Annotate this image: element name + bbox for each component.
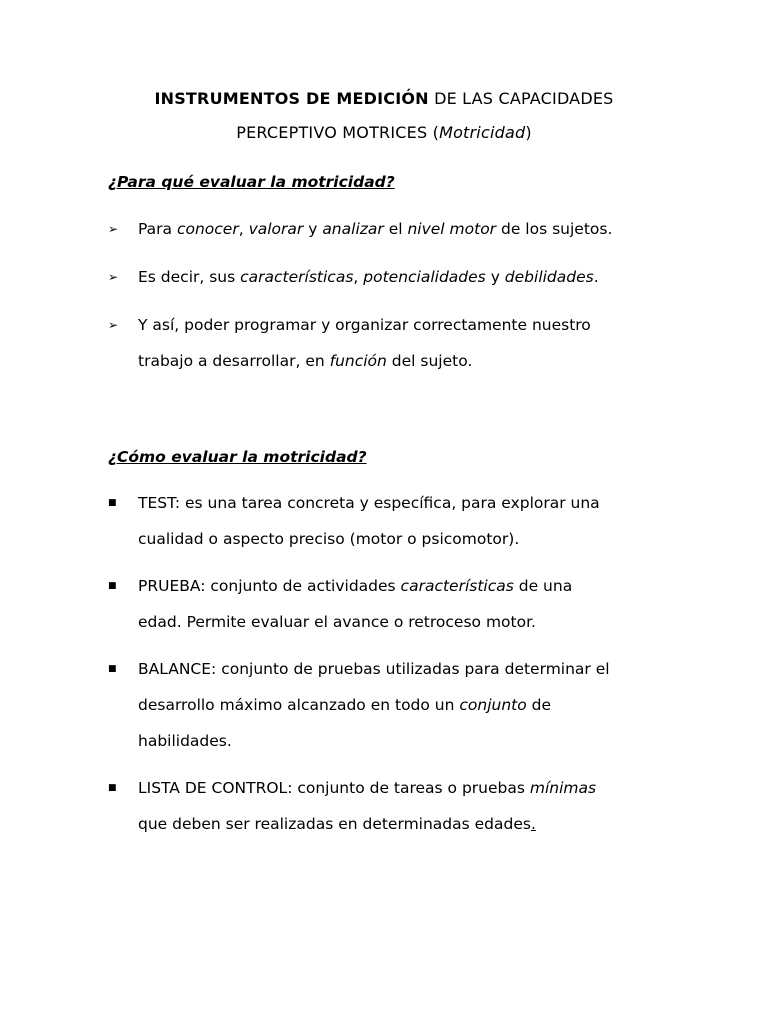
text-run: ,: [353, 268, 364, 286]
text-run: trabajo a desarrollar, en: [138, 352, 330, 370]
square-bullet-icon: ■: [108, 581, 117, 591]
title-rest: DE LAS CAPACIDADES: [428, 89, 614, 108]
arrow-bullet-icon: ➢: [108, 318, 119, 332]
document-title-line-1: [0, 89, 768, 108]
list-item-text-line-2: edad. Permite evaluar el avance o retroceso motor.: [138, 613, 536, 631]
list-item-text-line-1: TEST: es una tarea concreta y específica, para explorar una: [138, 494, 600, 512]
list-item-text: [138, 220, 612, 238]
underlined-run: .: [530, 815, 536, 833]
italic-run: valorar: [248, 220, 304, 238]
list-item-text-line-2: [138, 696, 551, 714]
text-run: Para: [138, 220, 177, 238]
title2-italic: Motricidad: [439, 123, 526, 142]
list-item-text-line-2: [138, 815, 536, 833]
text-run: .: [593, 268, 599, 286]
list-item-text-line-1: [138, 779, 596, 797]
section-heading-how: ¿Cómo evaluar la motricidad?: [108, 448, 367, 466]
document-title-line-2: [0, 123, 768, 142]
text-run: de: [526, 696, 552, 714]
italic-run: analizar: [322, 220, 384, 238]
list-item-text-line-1: Y así, poder programar y organizar correctamente nuestro: [138, 316, 591, 334]
arrow-bullet-icon: ➢: [108, 270, 119, 284]
text-run: de una: [513, 577, 573, 595]
italic-run: conjunto: [459, 696, 527, 714]
italic-run: nivel motor: [407, 220, 497, 238]
text-run: desarrollo máximo alcanzado en todo un: [138, 696, 460, 714]
arrow-bullet-icon: ➢: [108, 222, 119, 236]
title2-part-a: PERCEPTIVO MOTRICES (: [236, 123, 440, 142]
text-run: LISTA DE CONTROL: conjunto de tareas o pruebas: [138, 779, 530, 797]
list-item-text-line-1: [138, 577, 572, 595]
text-run: Es decir, sus: [138, 268, 241, 286]
italic-run: características: [400, 577, 514, 595]
text-run: y: [303, 220, 323, 238]
list-item-text: [138, 268, 599, 286]
title2-part-b: ): [525, 123, 532, 142]
section-heading-why: ¿Para qué evaluar la motricidad?: [108, 173, 395, 191]
list-item-text-line-3: habilidades.: [138, 732, 232, 750]
italic-run: debilidades: [504, 268, 594, 286]
text-run: que deben ser realizadas en determinadas edades: [138, 815, 531, 833]
italic-run: función: [329, 352, 387, 370]
text-run: ,: [238, 220, 249, 238]
list-item-text-line-2: [138, 352, 472, 370]
text-run: y: [485, 268, 505, 286]
square-bullet-icon: ■: [108, 498, 117, 508]
square-bullet-icon: ■: [108, 783, 117, 793]
italic-run: conocer: [176, 220, 239, 238]
italic-run: mínimas: [529, 779, 597, 797]
title-bold-part: INSTRUMENTOS DE MEDICIÓN: [154, 89, 429, 108]
text-run: de los sujetos.: [496, 220, 613, 238]
italic-run: características: [240, 268, 354, 286]
text-run: del sujeto.: [386, 352, 473, 370]
list-item-text-line-1: BALANCE: conjunto de pruebas utilizadas para determinar el: [138, 660, 610, 678]
text-run: PRUEBA: conjunto de actividades: [138, 577, 401, 595]
square-bullet-icon: ■: [108, 664, 117, 674]
italic-run: potencialidades: [363, 268, 486, 286]
text-run: el: [383, 220, 408, 238]
list-item-text-line-2: cualidad o aspecto preciso (motor o psicomotor).: [138, 530, 520, 548]
